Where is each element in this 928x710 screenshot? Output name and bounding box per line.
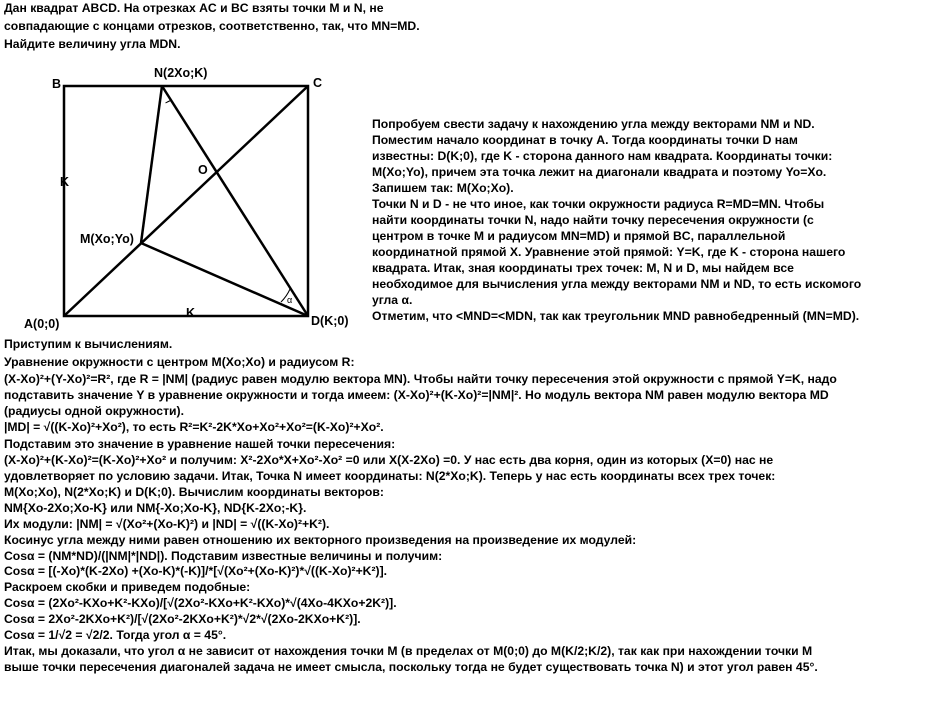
- plan-line: необходимое для вычисления угла между векторами NM и ND, то есть искомого: [372, 277, 862, 291]
- label-m: M(Xo;Yo): [80, 232, 134, 246]
- solution-line: Cosα = [(-Xo)*(K-2Xo) +(Xo-K)*(-K)]/*[√(Xo²+(Xo-K)²)*√((K-Xo)²+K²)].: [4, 564, 388, 578]
- plan-line: Точки N и D - не что иное, как точки окружности радиуса R=MD=MN. Чтобы: [372, 197, 825, 211]
- plan-line: Запишем так: M(Xo;Xo).: [372, 181, 514, 195]
- problem-line: совпадающие с концами отрезков, соответственно, так, что MN=MD.: [4, 19, 420, 33]
- label-k-side: K: [60, 175, 70, 189]
- plan-line: найти координаты точки N, надо найти точку пересечения окружности (с: [372, 213, 814, 227]
- solution-line: Их модули: |NM| = √(Xo²+(Xo-K)²) и |ND| = √((K-Xo)²+K²).: [4, 517, 330, 531]
- label-alpha: α: [287, 295, 293, 305]
- solution-line: Итак, мы доказали, что угол α не зависит от нахождения точки M (в пределах от M(0;0) до M(K/2;K/2), так как при нахождении точки M: [4, 644, 813, 658]
- diagonal-ac: [64, 86, 308, 316]
- solution-line: выше точки пересечения диагоналей задача не имеет смысла, поскольку тогда не будет существовать точка N) и этот угол равен 45°.: [4, 660, 818, 674]
- plan-line: Поместим начало координат в точку A. Тогда координаты точки D нам: [372, 133, 798, 147]
- label-a: A(0;0): [24, 317, 60, 331]
- solution-line: Подставим это значение в уравнение нашей точки пересечения:: [4, 437, 396, 451]
- label-o: O: [198, 163, 208, 177]
- solution-line: подставить значение Y в уравнение окружности и тогда имеем: (X-Xo)²+(K-Xo)²=|NM|². Но модуль вектора NM равен модулю вектора MD: [4, 388, 829, 402]
- solution-line: M(Xo;Xo), N(2*Xo;K) и D(K;0). Вычислим координаты векторов:: [4, 485, 384, 499]
- segment-nd: [162, 86, 308, 316]
- plan-line: Попробуем свести задачу к нахождению угла между векторами NM и ND.: [372, 117, 815, 131]
- segment-nm: [141, 86, 162, 243]
- solution-line: |MD| = √((K-Xo)²+Xo²), то есть R²=K²-2K*Xo+Xo²+Xo²=(K-Xo)²+Xo².: [4, 420, 384, 434]
- solution-line: Косинус угла между ними равен отношению их векторного произведения на произведение их модулей:: [4, 533, 637, 547]
- label-b: B: [52, 77, 62, 91]
- solution-line: Cosα = 2Xo²-2KXo+K²)/[√(2Xo²-2KXo+K²)*√2*√(2Xo-2KXo+K²)].: [4, 612, 361, 626]
- solution-line: Раскроем скобки и приведем подобные:: [4, 580, 251, 594]
- solution-line: Cosα = (NM*ND)/(|NM|*|ND|). Подставим известные величины и получим:: [4, 549, 443, 563]
- label-d: D(K;0): [311, 314, 349, 328]
- plan-line: Отметим, что <MND=<MDN, так как треугольник MND равнобедренный (MN=MD).: [372, 309, 860, 323]
- solution-line: NM{Xo-2Xo;Xo-K} или NM{-Xo;Xo-K}, ND{K-2Xo;-K}.: [4, 501, 307, 515]
- problem-line: Дан квадрат ABCD. На отрезках AC и BC взяты точки M и N, не: [4, 1, 384, 15]
- label-c: C: [313, 76, 323, 90]
- plan-line: угла α.: [372, 293, 413, 307]
- plan-line: центром в точке M и радиусом MN=MD) и прямой BC, параллельной: [372, 229, 786, 243]
- label-n: N(2Xo;K): [154, 66, 208, 80]
- problem-line: Найдите величину угла MDN.: [4, 37, 181, 51]
- solution-line: Cosα = 1/√2 = √2/2. Тогда угол α = 45°.: [4, 628, 227, 642]
- solution-line: Уравнение окружности с центром M(Xo;Xo) и радиусом R:: [4, 355, 355, 369]
- plan-line: M(Xo;Yo), причем эта точка лежит на диагонали квадрата и поэтому Yo=Xo.: [372, 165, 827, 179]
- label-k-bottom: K: [186, 306, 196, 320]
- segment-md: [141, 243, 308, 316]
- plan-line: координатной прямой X. Уравнение этой прямой: Y=K, где K - сторона нашего: [372, 245, 846, 259]
- plan-line: известны: D(K;0), где K - сторона данного нам квадрата. Координаты точки:: [372, 149, 833, 163]
- solution-line: (X-Xo)²+(Y-Xo)²=R², где R = |NM| (радиус равен модулю вектора MN). Чтобы найти точку пересечения этой окружности с прямой Y=K, надо: [4, 372, 837, 386]
- plan-line: квадрата. Итак, зная координаты трех точек: M, N и D, мы найдем все: [372, 261, 794, 275]
- solution-line: (X-Xo)²+(K-Xo)²=(K-Xo)²+Xo² и получим: X²-2Xo*X+Xo²-Xo² =0 или X(X-2Xo) =0. У нас есть два корня, один из которых (X=0) нас не: [4, 453, 774, 467]
- solution-line: Cosα = (2Xo²-KXo+K²-KXo)/[√(2Xo²-KXo+K²-KXo)*√(4Xo-4KXo+2K²)].: [4, 596, 397, 610]
- solution-line: (радиусы одной окружности).: [4, 404, 184, 418]
- solution-line: удовлетворяет по условию задачи. Итак, Точка N имеет координаты: N(2*Xo;K). Теперь у нас есть координаты всех трех точек:: [4, 469, 776, 483]
- solution-line: Приступим к вычислениям.: [4, 337, 173, 351]
